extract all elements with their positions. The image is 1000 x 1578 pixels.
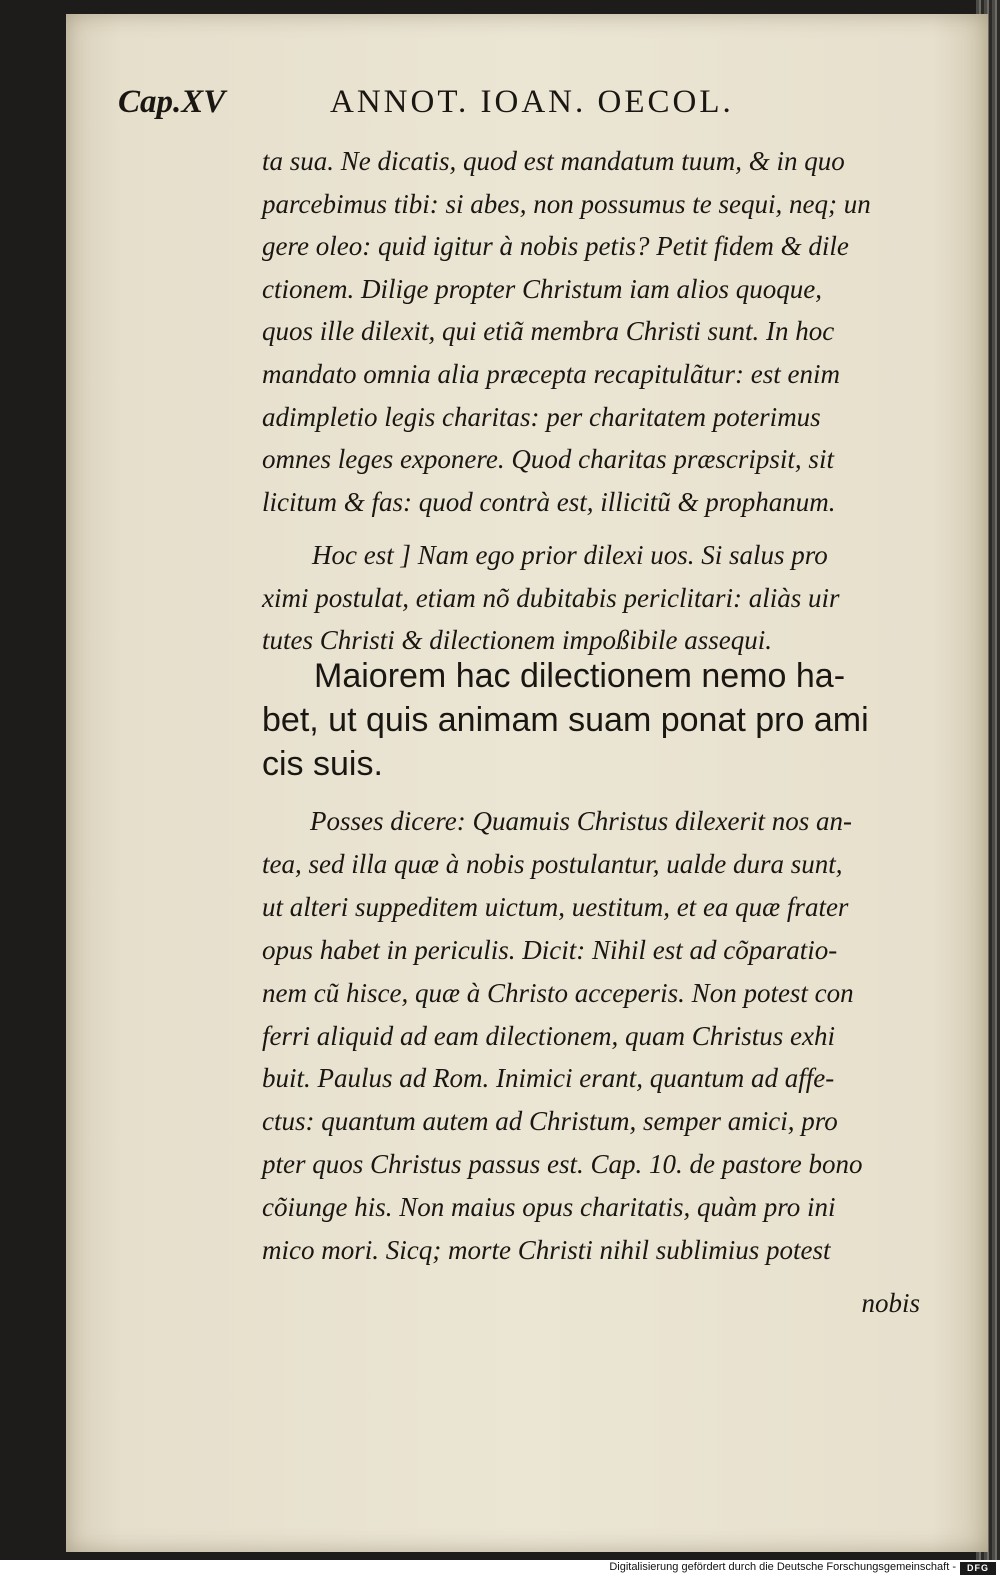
text-line: ferri aliquid ad eam dilectionem, quam Christus exhi (262, 1020, 835, 1051)
footer-bar (0, 1560, 1000, 1578)
text-line: ctus: quantum autem ad Christum, semper amici, pro (262, 1106, 838, 1137)
catchword: nobis (861, 1288, 920, 1318)
paragraph-1 (262, 140, 930, 523)
text-line: omnes leges exponere. Quod charitas præscripsit, sit (262, 444, 834, 475)
paragraph-3 (262, 800, 930, 1272)
text-line: ctionem. Dilige propter Christum iam alios quoque, (262, 273, 822, 304)
text-line: mandato omnia alia præcepta recapitulãtur: est enim (262, 358, 840, 389)
footer-credit: Digitalisierung gefördert durch die Deutsche Forschungsgemeinschaft - (609, 1561, 956, 1573)
lemma-line: cis suis. (262, 745, 383, 783)
text-line: gere oleo: quid igitur à nobis petis? Petit fidem & dile (262, 231, 849, 262)
text-line: ximi postulat, etiam nõ dubitabis periclitari: aliàs uir (262, 582, 840, 613)
text-line: ut alteri suppeditem uictum, uestitum, et ea quæ frater (262, 891, 849, 922)
chapter-number: Cap.XV (118, 84, 226, 120)
scripture-lemma (262, 654, 930, 786)
text-line: opus habet in periculis. Dicit: Nihil est ad cõparatio- (262, 934, 838, 965)
paragraph-2 (262, 534, 930, 662)
text-line: nem cũ hisce, quæ à Christo acceperis. Non potest con (262, 977, 854, 1008)
dfg-logo: DFG (960, 1562, 996, 1575)
text-line: ta sua. Ne dicatis, quod est mandatum tuum, & in quo (262, 146, 845, 176)
lemma-line: Maiorem hac dilectionem nemo ha- (314, 657, 846, 695)
text-line: mico mori. Sicq; morte Christi nihil sublimius potest (262, 1235, 831, 1266)
text-line: tutes Christi & dilectionem impoßibile assequi. (262, 625, 772, 656)
text-line: Posses dicere: Quamuis Christus dilexerit nos an- (310, 806, 852, 836)
text-line: parcebimus tibi: si abes, non possumus te sequi, neq; un (262, 188, 871, 219)
text-line: tea, sed illa quæ à nobis postulantur, ualde dura sunt, (262, 848, 843, 879)
text-line: cõiunge his. Non maius opus charitatis, quàm pro ini (262, 1192, 836, 1223)
page-header (118, 84, 858, 134)
text-line: Hoc est ] Nam ego prior dilexi uos. Si salus pro (312, 540, 828, 570)
text-line: pter quos Christus passus est. Cap. 10. de pastore bono (262, 1149, 863, 1180)
lemma-line: bet, ut quis animam suam ponat pro ami (262, 701, 869, 739)
running-title: ANNOT. IOAN. OECOL. (330, 84, 734, 120)
text-line: adimpletio legis charitas: per charitatem poterimus (262, 401, 821, 432)
text-line: quos ille dilexit, qui etiã membra Christi sunt. In hoc (262, 316, 835, 347)
text-line: licitum & fas: quod contrà est, illicitũ & prophanum. (262, 486, 836, 517)
text-line: buit. Paulus ad Rom. Inimici erant, quantum ad affe- (262, 1063, 835, 1094)
